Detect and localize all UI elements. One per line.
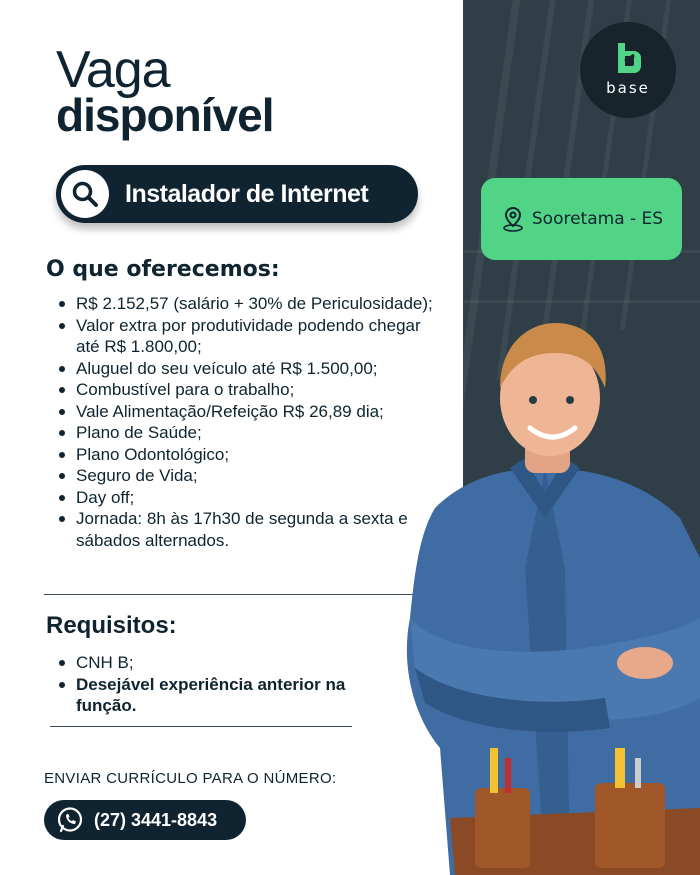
list-item: Aluguel do seu veículo até R$ 1.500,00; xyxy=(54,358,434,380)
divider xyxy=(44,594,418,595)
list-item: R$ 2.152,57 (salário + 30% de Periculosidade); xyxy=(54,293,434,315)
offers-list xyxy=(54,293,434,551)
offers-heading: O que oferecemos: xyxy=(46,257,280,282)
whatsapp-icon xyxy=(56,806,84,834)
list-item: Plano Odontológico; xyxy=(54,444,434,466)
location-badge xyxy=(481,178,682,260)
list-item: Day off; xyxy=(54,487,434,509)
divider xyxy=(50,726,352,727)
list-item: Seguro de Vida; xyxy=(54,465,434,487)
list-item: Vale Alimentação/Refeição R$ 26,89 dia; xyxy=(54,401,434,423)
list-item: Jornada: 8h às 17h30 de segunda a sexta e sábados alternados. xyxy=(54,508,434,551)
location-pin-icon xyxy=(500,206,526,232)
requirements-heading: Requisitos: xyxy=(46,612,177,639)
list-item: Plano de Saúde; xyxy=(54,422,434,444)
phone-pill[interactable] xyxy=(44,800,246,840)
location-text: Sooretama - ES xyxy=(531,209,664,229)
search-icon xyxy=(61,170,109,218)
phone-number: (27) 3441-8843 xyxy=(94,809,218,830)
list-item: Desejável experiência anterior na função. xyxy=(54,674,384,717)
title-line2: disponível xyxy=(56,89,274,141)
requirements-list xyxy=(54,652,384,717)
list-item: Valor extra por produtividade podendo chegar até R$ 1.800,00; xyxy=(54,315,434,358)
title-line1: Vaga xyxy=(56,41,170,99)
list-item: Combustível para o trabalho; xyxy=(54,379,434,401)
job-title-pill xyxy=(56,165,418,223)
send-cv-label: ENVIAR CURRÍCULO PARA O NÚMERO: xyxy=(44,770,337,787)
worker-photo xyxy=(395,318,700,875)
list-item: CNH B; xyxy=(54,652,384,674)
base-logo xyxy=(580,22,676,118)
logo-text: base xyxy=(606,79,650,97)
job-title: Instalador de Internet xyxy=(125,179,369,208)
base-logo-icon xyxy=(614,43,642,73)
